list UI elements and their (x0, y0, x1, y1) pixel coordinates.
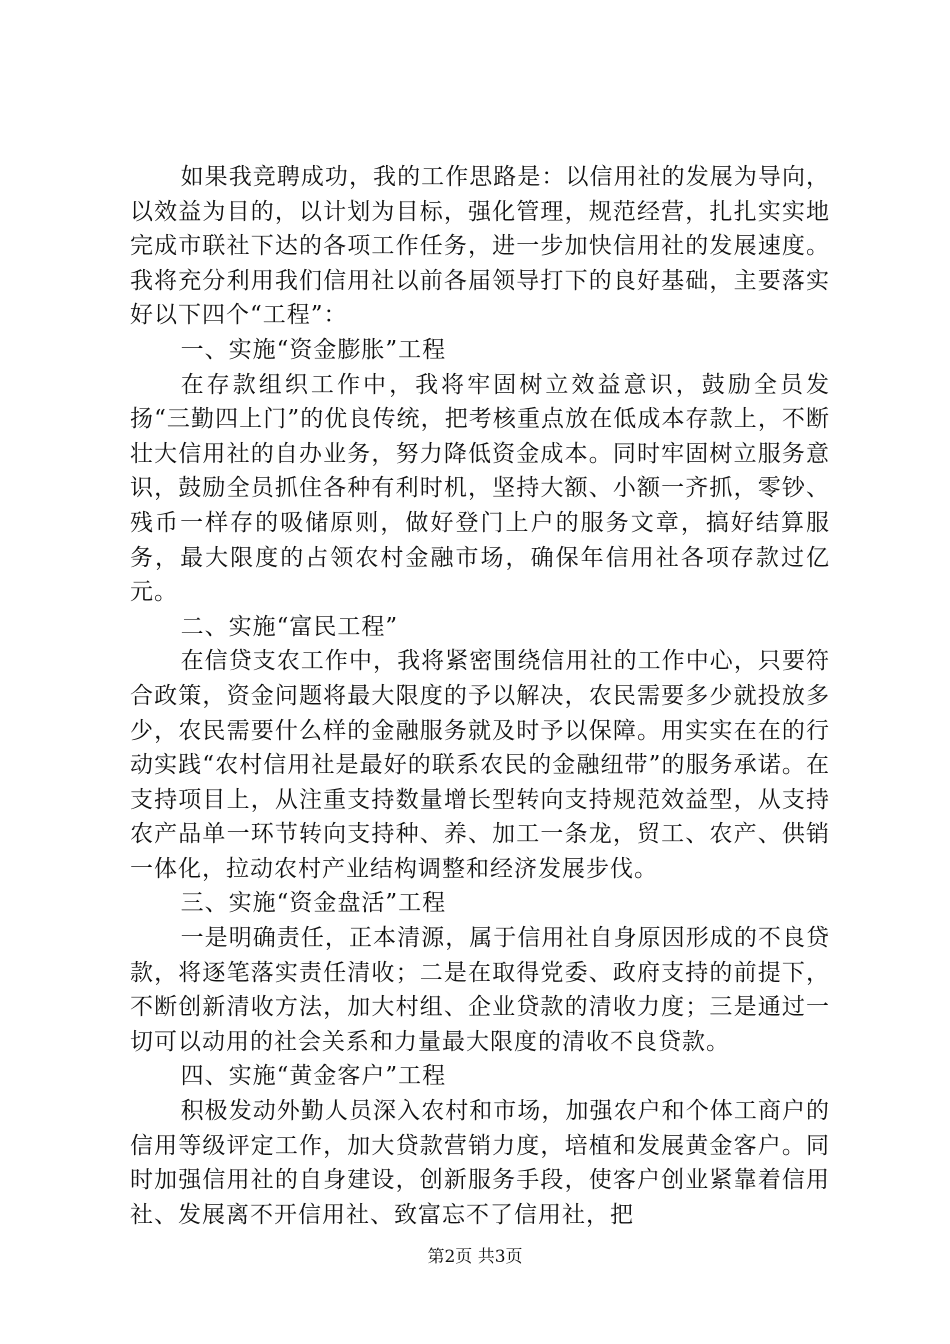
page-footer (0, 1242, 950, 1267)
section-heading: 四、实施“黄金客户”工程 (180, 1063, 447, 1090)
section-heading: 三、实施“资金盘活”工程 (180, 890, 447, 917)
body-paragraph: 在信贷支农工作中，我将紧密围绕信用社的工作中心，只要符合政策，资金问题将最大限度的予以解决，农民需要多少就投放多少，农民需要什么样的金融服务就及时予以保障。用实实在在的行动实践“农村信用社是最好的联系农民的金融纽带”的服务承诺。在支持项目上，从注重支持数量增长型转向支持规范效益型，从支持农产品单一环节转向支持种、养、加工一条龙，贸工、农产、供销一体化，拉动农村产业结构调整和经济发展步伐。 (130, 648, 830, 882)
body-paragraph: 如果我竞聘成功，我的工作思路是：以信用社的发展为导向，以效益为目的，以计划为目标，强化管理，规范经营，扎扎实实地完成市联社下达的各项工作任务，进一步加快信用社的发展速度。我将充分利用我们信用社以前各届领导打下的良好基础，主要落实好以下四个“工程”： (130, 164, 830, 329)
document-body (130, 160, 830, 1232)
body-paragraph: 在存款组织工作中，我将牢固树立效益意识，鼓励全员发扬“三勤四上门”的优良传统，把考核重点放在低成本存款上，不断壮大信用社的自办业务，努力降低资金成本。同时牢固树立服务意识，鼓励全员抓住各种有利时机，坚持大额、小额一齐抓，零钞、残币一样存的吸储原则，做好登门上户的服务文章，搞好结算服务，最大限度的占领农村金融市场，确保年信用社各项存款过亿元。 (130, 371, 830, 606)
section-heading: 一、实施“资金膨胀”工程 (180, 336, 447, 363)
body-paragraph: 一是明确责任，正本清源，属于信用社自身原因形成的不良贷款，将逐笔落实责任清收；二是在取得党委、政府支持的前提下，不断创新清收方法，加大村组、企业贷款的清收力度；三是通过一切可以动用的社会关系和力量最大限度的清收不良贷款。 (130, 925, 830, 1055)
section-heading: 二、实施“富民工程” (180, 613, 399, 640)
body-paragraph: 积极发动外勤人员深入农村和市场，加强农户和个体工商户的信用等级评定工作，加大贷款营销力度，培植和发展黄金客户。同时加强信用社的自身建设，创新服务手段，使客户创业紧靠着信用社、发展离不开信用社、致富忘不了信用社，把 (130, 1098, 830, 1228)
page-number: 第2页 共3页 (427, 1247, 523, 1267)
